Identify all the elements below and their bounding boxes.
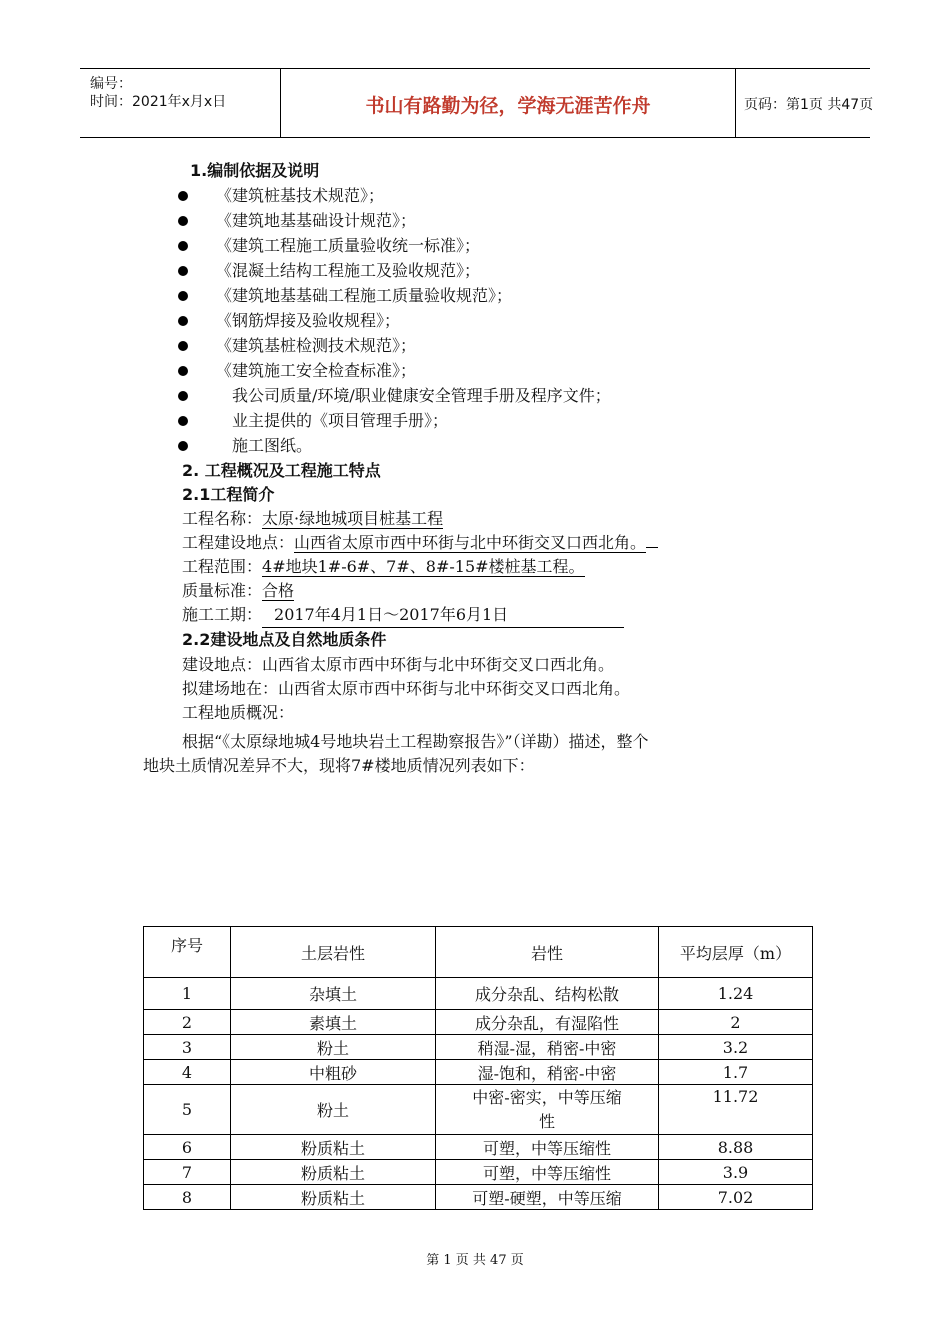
bullet-dot: [178, 241, 188, 251]
section2-1-title: 2.1工程简介: [182, 485, 275, 504]
bullet-dot: [178, 316, 188, 326]
site-line: 拟建场地在：山西省太原市西中环街与北中环街交叉口西北角。: [182, 679, 631, 698]
section1-title: 1.编制依据及说明: [190, 161, 320, 180]
section2-title: 2. 工程概况及工程施工特点: [182, 461, 381, 480]
reference-item: 我公司质量/环境/职业健康安全管理手册及程序文件；: [232, 386, 611, 405]
table-header-row: [144, 927, 813, 978]
soil-table: [143, 926, 813, 1210]
quality-line: [182, 579, 294, 603]
header-page-cell: [734, 69, 874, 137]
bullet-dot: [178, 441, 188, 451]
page-footer: 第 1 页 共 47 页: [426, 1253, 524, 1268]
header-motto-cell: [280, 69, 736, 137]
reference-item: 《建筑地基基础设计规范》；: [216, 211, 417, 230]
cell-property: 湿-饱和，稍密-中密: [436, 1060, 659, 1085]
cell-property: 成分杂乱、结构松散: [436, 978, 659, 1010]
cell-property: 稍湿-湿，稍密-中密: [436, 1035, 659, 1060]
section2-2-title: 2.2建设地点及自然地质条件: [182, 630, 387, 649]
reference-item: 施工图纸。: [232, 436, 313, 455]
motto: 书山有路勤为径，学海无涯苦作舟: [365, 95, 651, 117]
cell-soil: 粉土: [231, 1035, 436, 1060]
table-row: [144, 1160, 813, 1185]
cell-thickness: 3.2: [659, 1035, 813, 1060]
page-label: 页码：第1页 共47页: [744, 97, 874, 113]
project-site-line: [182, 531, 658, 555]
cell-no: 4: [144, 1060, 231, 1085]
cell-thickness: 3.9: [659, 1160, 813, 1185]
cell-property: 可塑-硬塑，中等压缩: [436, 1185, 659, 1210]
reference-item: 业主提供的《项目管理手册》；: [232, 411, 449, 430]
reference-item: 《建筑基桩检测技术规范》；: [216, 336, 417, 355]
cell-property: 可塑，中等压缩性: [436, 1135, 659, 1160]
cell-property: 成分杂乱，有湿陷性: [436, 1010, 659, 1035]
cell-no: 6: [144, 1135, 231, 1160]
cell-no: 7: [144, 1160, 231, 1185]
paragraph-line-1: 根据“《太原绿地城4号地块岩土工程勘察报告》”（详勘）描述，整个: [182, 732, 649, 751]
project-scope-label: 工程范围：: [182, 557, 263, 576]
reference-item: 《建筑桩基技术规范》；: [216, 186, 385, 205]
header-left-cell: [80, 69, 280, 137]
bullet-dot: [178, 341, 188, 351]
table-body: [144, 978, 813, 1210]
project-name-label: 工程名称：: [182, 509, 263, 528]
project-site-label: 工程建设地点：: [182, 533, 295, 552]
cell-property: 可塑，中等压缩性: [436, 1160, 659, 1185]
bullet-dot: [178, 216, 188, 226]
project-scope-line: [182, 555, 585, 579]
bullet-dot: [178, 366, 188, 376]
cell-soil: 粉质粘土: [231, 1185, 436, 1210]
table-row: [144, 1085, 813, 1135]
cell-no: 3: [144, 1035, 231, 1060]
table-row: [144, 1060, 813, 1085]
period-value: 2017年4月1日～2017年6月1日: [262, 603, 624, 628]
location-line: 建设地点：山西省太原市西中环街与北中环街交叉口西北角。: [182, 655, 615, 674]
cell-soil: 中粗砂: [231, 1060, 436, 1085]
cell-thickness: 1.24: [659, 978, 813, 1010]
cell-thickness: 11.72: [659, 1085, 813, 1135]
reference-item: 《建筑工程施工质量验收统一标准》；: [216, 236, 481, 255]
number-label: 编号：: [90, 76, 132, 92]
table-row: [144, 978, 813, 1010]
cell-soil: 粉土: [231, 1085, 436, 1135]
geology-label: 工程地质概况：: [182, 703, 295, 722]
reference-item: 《建筑施工安全检查标准》；: [216, 361, 417, 380]
bullet-dot: [178, 416, 188, 426]
cell-no: 8: [144, 1185, 231, 1210]
cell-soil: 素填土: [231, 1010, 436, 1035]
project-site-value: 山西省太原市西中环街与北中环街交叉口西北角。: [294, 533, 647, 552]
cell-thickness: 1.7: [659, 1060, 813, 1085]
reference-item: 《钢筋焊接及验收规程》；: [216, 311, 401, 330]
table-row: [144, 1185, 813, 1210]
cell-soil: 粉质粘土: [231, 1135, 436, 1160]
header-cell-soil: 土层岩性: [231, 927, 436, 978]
cell-soil: 粉质粘土: [231, 1160, 436, 1185]
project-name-line: [182, 507, 443, 531]
header-cell-thickness: 平均层厚（m）: [659, 927, 813, 978]
project-name-value: 太原·绿地城项目桩基工程: [262, 509, 444, 528]
reference-item: 《建筑地基基础工程施工质量验收规范》；: [216, 286, 513, 305]
table-row: [144, 1035, 813, 1060]
cell-thickness: 2: [659, 1010, 813, 1035]
bullet-dot: [178, 266, 188, 276]
page-header: [80, 68, 874, 138]
header-cell-property: 岩性: [436, 927, 659, 978]
bullet-dot: [178, 391, 188, 401]
cell-no: 2: [144, 1010, 231, 1035]
project-scope-value: 4#地块1#-6#、7#、8#-15#楼桩基工程。: [262, 557, 585, 576]
cell-no: 1: [144, 978, 231, 1010]
quality-label: 质量标准：: [182, 581, 263, 600]
cell-thickness: 7.02: [659, 1185, 813, 1210]
period-line: [182, 603, 624, 628]
period-label: 施工工期：: [182, 605, 263, 624]
cell-property: 中密-密实，中等压缩 性: [436, 1085, 659, 1135]
paragraph-line-2: 地块土质情况差异不大，现将7#楼地质情况列表如下：: [143, 756, 535, 775]
cell-no: 5: [144, 1085, 231, 1135]
cell-soil: 杂填土: [231, 978, 436, 1010]
quality-value: 合格: [262, 581, 295, 600]
time-label: 时间：2021年x月x日: [90, 94, 227, 110]
bullet-dot: [178, 291, 188, 301]
table-row: [144, 1135, 813, 1160]
site-underline-tail: [646, 547, 658, 548]
table-row: [144, 1010, 813, 1035]
reference-item: 《混凝土结构工程施工及验收规范》；: [216, 261, 481, 280]
bullet-dot: [178, 191, 188, 201]
header-cell-no: 序号: [144, 927, 231, 978]
cell-thickness: 8.88: [659, 1135, 813, 1160]
